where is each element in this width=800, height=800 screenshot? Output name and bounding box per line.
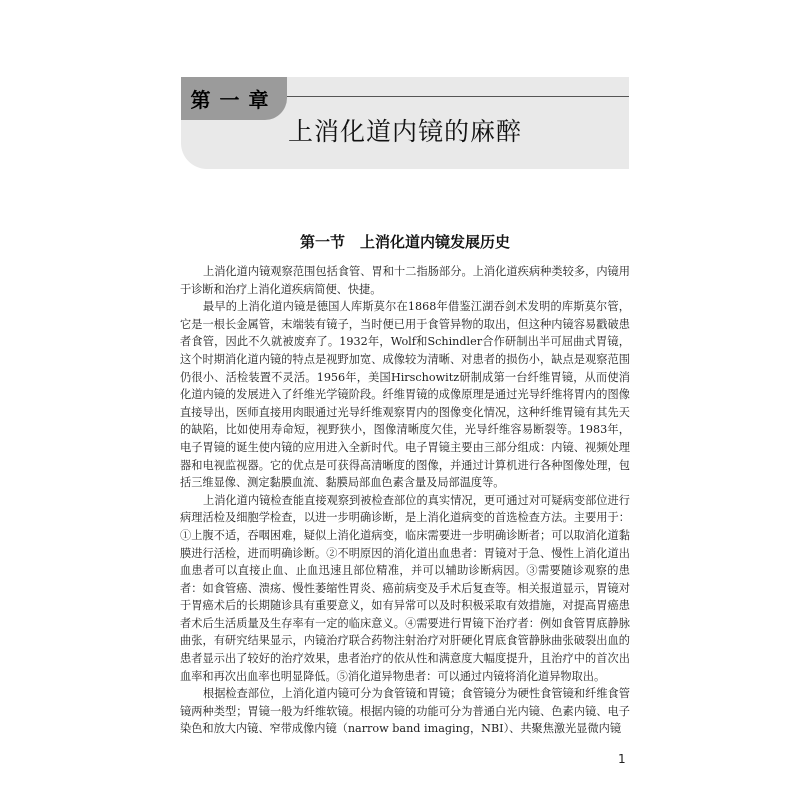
paragraph: 上消化道内镜观察范围包括食管、胃和十二指肠部分。上消化道疾病种类较多，内镜用于诊断和治疗上消化道疾病简便、快捷。 (180, 265, 630, 296)
chapter-label: 第一章 (181, 77, 287, 120)
body-text (180, 263, 630, 738)
paragraph: 最早的上消化道内镜是德国人库斯莫尔在1868年借鉴江湖吞剑术发明的库斯莫尔管，它是一根长金属管，末端装有镜子，当时便已用于食管异物的取出，但这种内镜容易戳破患者食管，因此不久就被废弃了。1932年，Wolf和Schindler合作研制出半可屈曲式胃镜，这个时期消化道内镜的特点是视野加宽、成像较为清晰、对患者的损伤小，缺点是观察范围仍很小、活检装置不灵活。1956年，美国Hirschowitz研制成第一台纤维胃镜，从而使消化道内镜的发展进入了纤维光学镜阶段。纤维胃镜的成像原理是通过光导纤维将胃内的图像直接导出，医师直接用肉眼通过光导纤维观察胃内的图像变化情况，这种纤维胃镜有其先天的缺陷，比如使用寿命短，视野狭小，图像清晰度欠佳，光导纤维容易断裂等。1983年，电子胃镜的诞生使内镜的应用进入全新时代。电子胃镜主要由三部分组成：内镜、视频处理器和电视监视器。它的优点是可获得高清晰度的图像，并通过计算机进行各种图像处理，包括三维显像、测定黏膜血流、黏膜局部血色素含量及局部温度等。 (180, 300, 630, 490)
page-number: 1 (618, 752, 626, 766)
paragraph: 根据检查部位，上消化道内镜可分为食管镜和胃镜；食管镜分为硬性食管镜和纤维食管镜两种类型；胃镜一般为纤维软镜。根据内镜的功能可分为普通白光内镜、色素内镜、电子染色和放大内镜、窄带成像内镜（narrow band imaging，NBI）、共聚焦激光显微内镜 (180, 687, 630, 736)
chapter-title: 上消化道内镜的麻醉 (287, 117, 522, 146)
section-title: 第一节 上消化道内镜发展历史 (299, 233, 510, 251)
paragraph: 上消化道内镜检查能直接观察到被检查部位的真实情况，更可通过对可疑病变部位进行病理活检及细胞学检查，以进一步明确诊断，是上消化道病变的首选检查方法。主要用于：①上腹不适，吞咽困难，疑似上消化道病变，临床需要进一步明确诊断者；可以取消化道黏膜进行活检，进而明确诊断。②不明原因的消化道出血患者：胃镜对于急、慢性上消化道出血患者可以直接止血、止血迅速且部位精准，并可以辅助诊断病因。③需要随诊观察的患者：如食管癌、溃疡、慢性萎缩性胃炎、癌前病变及手术后复查等。相关报道显示，胃镜对于胃癌术后的长期随诊具有重要意义，如有异常可以及时积极采取有效措施，对提高胃癌患者术后生活质量及生存率有一定的临床意义。④需要进行胃镜下治疗者：例如食管胃底静脉曲张，有研究结果显示，内镜治疗联合药物注射治疗对肝硬化胃底食管静脉曲张破裂出血的患者显示出了较好的治疗效果，患者治疗的依从性和满意度大幅度提升，且治疗中的首次出血率和再次出血率也明显降低。⑤消化道异物患者：可以通过内镜将消化道异物取出。 (180, 493, 630, 683)
